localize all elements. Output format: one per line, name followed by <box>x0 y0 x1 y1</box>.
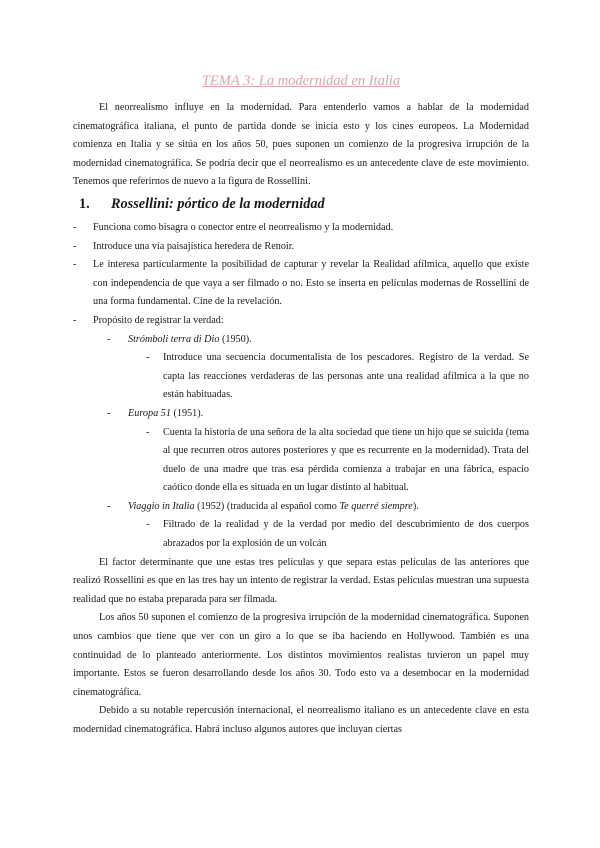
page-title: TEMA 3: La modernidad en Italia <box>201 73 401 89</box>
paragraph: Debido a su notable repercusión internacional, el neorrealismo italiano es un antecedente clave en esta modernidad cinematográfica. Habrá incluso algunos autores que incluyan ciertas <box>73 705 529 735</box>
list-item <box>73 312 529 331</box>
film-notes <box>73 516 529 553</box>
bullet-dash: - <box>73 314 77 326</box>
film-title: Viaggio in Italia <box>128 500 195 512</box>
bullet-text: Funciona como bisagra o conector entre el neorrealismo y la modernidad. <box>93 221 394 233</box>
film-year: (1951). <box>170 407 204 419</box>
bullet-dash: - <box>107 500 111 512</box>
film-list <box>73 405 529 424</box>
film-notes <box>73 424 529 498</box>
bullet-text: Le interesa particularmente la posibilidad de capturar y revelar la Realidad afílmica, aquello que existe con independencia de que vaya a ser filmado o no. Esto se inserta en películas modernas de Rossellini de una forma fundamental. Cine de la revelación. <box>93 259 529 308</box>
film-title: Strómboli terra di Dio <box>128 333 220 345</box>
film-end: ). <box>412 500 419 512</box>
film-notes <box>73 349 529 405</box>
film-item <box>73 498 529 517</box>
film-note-text: Introduce una secuencia documentalista de los pescadores. Registro de la verdad. Se capta las reacciones verdaderas de las personas ante una realidad afílmica a la que no están habituadas. <box>163 352 529 401</box>
film-title: Europa 51 <box>128 407 171 419</box>
section-title: Rossellini: pórtico de la modernidad <box>111 195 325 212</box>
film-year: (1950). <box>219 333 252 345</box>
bullet-dash: - <box>73 259 77 271</box>
film-note-text: Cuenta la historia de una señora de la alta sociedad que tiene un hijo que se suicida (tema al que recurren otros autores posteriores y que es recurrente en la modernidad). Trata del duelo de una madre que tras esa pérdida comienza a trabajar en una fábrica, espacio caótico donde ella es situada en un lugar distinto al habitual. <box>163 426 529 494</box>
list-item <box>73 219 529 238</box>
film-alt-title: Te querré siempre <box>339 500 413 512</box>
bullet-dash: - <box>146 426 150 438</box>
film-item <box>73 331 529 350</box>
paragraph: Los años 50 suponen el comienzo de la progresiva irrupción de la modernidad cinematográfica. Suponen unos cambios que tiene que ver con un giro a lo que se iba haciendo en Hollywood. También es una continuidad de lo planteado anteriormente. Los distintos movimientos realistas tuvieron un papel muy importante. Estos se fueron desarrollando desde los años 30. Todo esto va a desembocar en la modernidad cinematográfica. <box>73 612 529 698</box>
bullet-dash: - <box>73 240 77 252</box>
bullet-dash: - <box>146 352 150 364</box>
section-number: 1. <box>79 195 90 212</box>
list-item <box>73 238 529 257</box>
list-item <box>73 256 529 312</box>
film-year: (1952) (traducida al español como <box>194 500 340 512</box>
film-list <box>73 498 529 517</box>
paragraph: El factor determinante que une estas tres películas y que separa estas películas de las anteriores que realizó Rossellini es que en las tres hay un intento de registrar la verdad. Estas películas muestran una supuesta realidad que no estaba preparada para ser filmada. <box>73 556 529 605</box>
bullet-dash: - <box>107 407 111 419</box>
bullet-dash: - <box>107 333 111 345</box>
film-note <box>73 349 529 405</box>
bullet-dash: - <box>73 221 77 233</box>
document-page <box>73 72 529 740</box>
film-note <box>73 424 529 498</box>
bullet-list <box>73 219 529 331</box>
film-item <box>73 405 529 424</box>
intro-paragraph: El neorrealismo influye en la modernidad. Para entenderlo vamos a hablar de la modernidad cinematográfica italiana, el punto de partida donde se inicia esto y los cines europeos. La Modernidad comienza en Italia y se sitúa en los años 50, pues suponen un comienzo de la progresiva irrupción de la modernidad cinematográfica. Se podría decir que el neorrealismo es un antecedente clave de este movimiento. Tenemos que referirnos de nuevo a la figura de Rossellini. <box>73 102 529 188</box>
film-note <box>73 516 529 553</box>
film-note-text: Filtrado de la realidad y de la verdad por medio del descubrimiento de dos cuerpos abrazados por la explosión de un volcán <box>163 519 529 550</box>
film-list <box>73 331 529 350</box>
bullet-text: Introduce una vía paisajística heredera de Renoir. <box>93 240 295 252</box>
bullet-text: Propósito de registrar la verdad: <box>93 314 224 326</box>
bullet-dash: - <box>146 519 150 531</box>
section-heading <box>73 193 529 215</box>
